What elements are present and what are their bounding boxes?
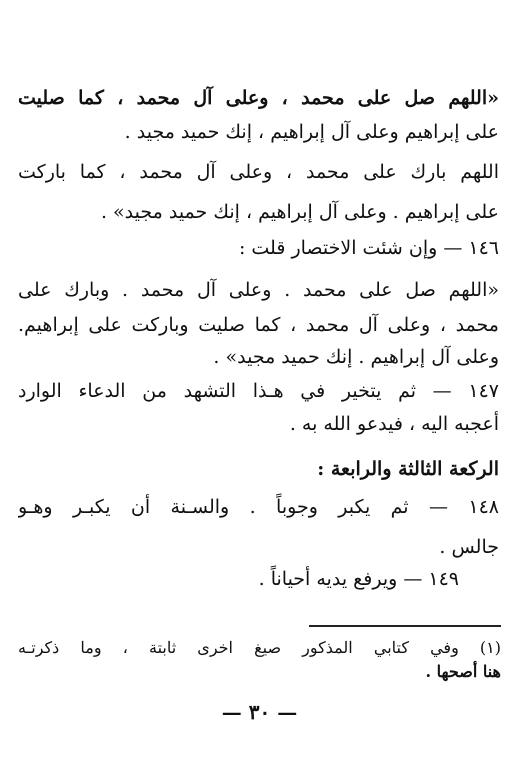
body-line-13: جالس . — [439, 536, 499, 558]
body-line-5: ١٤٦ — وإن شئت الاختصار قلت : — [238, 237, 499, 259]
section-heading: الركعة الثالثة والرابعة : — [317, 458, 499, 480]
body-line-1: «اللهم صل على محمد ، وعلى آل محمد ، كما صليت — [18, 87, 499, 109]
body-line-14: ١٤٩ — ويرفع يديه أحياناً . — [258, 568, 459, 590]
body-line-9: ١٤٧ — ثم يتخير في هـذا التشهد من الدعاء الوارد — [18, 380, 499, 402]
body-line-2: على إبراهيم وعلى آل إبراهيم ، إنك حميد مجيد . — [124, 121, 499, 143]
body-line-3: اللهم بارك على محمد ، وعلى آل محمد ، كما باركت — [18, 161, 499, 183]
body-line-8: وعلى آل إبراهيم . إنك حميد مجيد» . — [213, 346, 499, 368]
footnote-line-1: (١) وفي كتابي المذكور صيغ اخرى ثابتة ، وما ذكرتـه — [18, 638, 501, 657]
page-number: — ٣٠ — — [221, 700, 298, 724]
body-line-7: محمد ، وعلى آل محمد ، كما صليت وباركت على إبراهيم. — [18, 314, 499, 336]
footnote-divider — [309, 625, 501, 627]
footnote-line-2: هنا أصحها . — [425, 662, 501, 681]
body-line-10: أعجبه اليه ، فيدعو الله به . — [289, 413, 499, 435]
body-line-4: على إبراهيم . وعلى آل إبراهيم ، إنك حميد مجيد» . — [100, 201, 499, 223]
body-line-6: «اللهم صل على محمد . وعلى آل محمد . وبارك على — [18, 279, 499, 301]
body-line-12: ١٤٨ — ثم يكبر وجوباً . والسـنة أن يكبـر وهـو — [18, 496, 499, 518]
